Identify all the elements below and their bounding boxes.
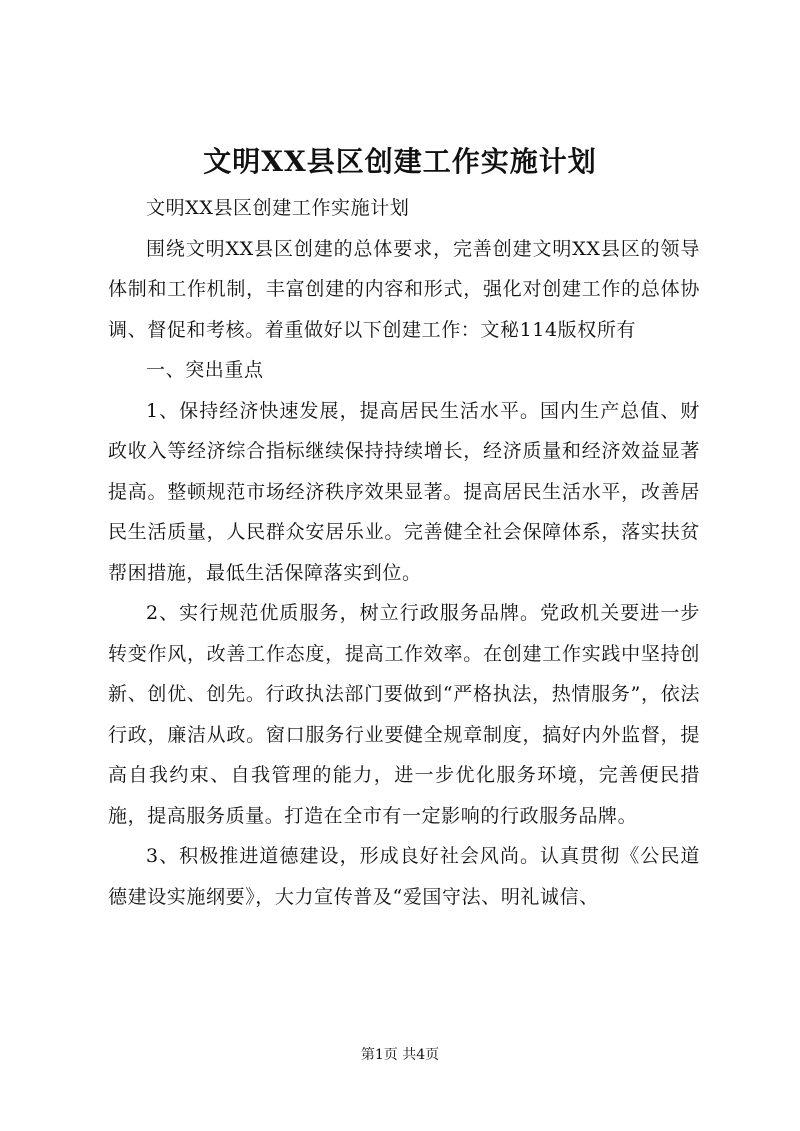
item-2-paragraph: 2、实行规范优质服务，树立行政服务品牌。党政机关要进一步转变作风，改善工作态度，提高工作效率。在创建工作实践中坚持创新、创优、创先。行政执法部门要做到“严格执法，热情服务”，依法行政，廉洁从政。窗口服务行业要健全规章制度，搞好内外监督，提高自我约束、自我管理的能力，进一步优化服务环境，完善便民措施，提高服务质量。打造在全市有一定影响的行政服务品牌。 [108, 602, 700, 827]
page-footer: 第1页 共4页 [360, 1047, 440, 1063]
intro-paragraph: 围绕文明XX县区创建的总体要求，完善创建文明XX县区的领导体制和工作机制，丰富创建的内容和形式，强化对创建工作的总体协调、督促和考核。着重做好以下创建工作：文秘114版权所有 [108, 237, 700, 341]
section-heading: 一、突出重点 [146, 359, 264, 381]
document-body [108, 188, 700, 917]
item-3-paragraph: 3、积极推进道德建设，形成良好社会风尚。认真贯彻《公民道德建设实施纲要》，大力宣传普及“爱国守法、明礼诚信、 [108, 845, 700, 908]
subtitle-paragraph: 文明XX县区创建工作实施计划 [146, 197, 410, 219]
item-1-paragraph: 1、保持经济快速发展，提高居民生活水平。国内生产总值、财政收入等经济综合指标继续保持持续增长，经济质量和经济效益显著提高。整顿规范市场经济秩序效果显著。提高居民生活水平，改善居民生活质量，人民群众安居乐业。完善健全社会保障体系，落实扶贫帮困措施，最低生活保障落实到位。 [108, 399, 700, 584]
document-title: 文明XX县区创建工作实施计划 [203, 145, 597, 178]
